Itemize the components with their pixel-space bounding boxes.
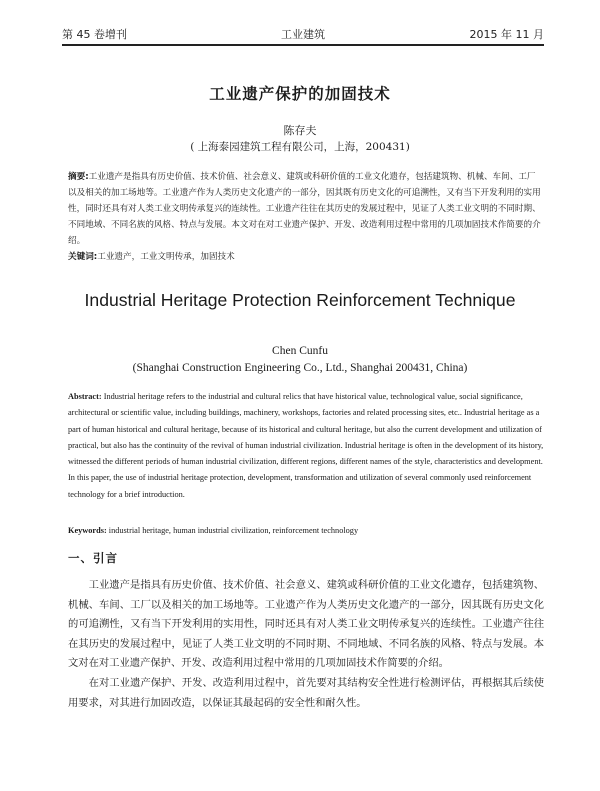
header-date: 2015 年 11 月 (469, 28, 544, 41)
keywords-text-chinese: 工业遗产，工业文明传承，加固技术 (97, 252, 235, 262)
body-paragraph: 在对工业遗产保护、开发、改造利用过程中，首先要对其结构安全性进行检测评估，再根据其后续使用要求，对其进行加固改造，以保证其最起码的安全性和耐久性。 (68, 677, 544, 709)
keywords-chinese (68, 250, 544, 264)
author-chinese: 陈存夫 (283, 124, 317, 137)
keywords-label-english: Keywords: (68, 526, 107, 535)
keywords-english (68, 524, 544, 538)
title-chinese: 工业遗产保护的加固技术 (209, 85, 391, 103)
header-rule (62, 44, 544, 46)
keywords-text-english: industrial heritage, human industrial civilization, reinforcement technology (108, 526, 359, 535)
affiliation-chinese: ( 上海泰园建筑工程有限公司，上海，200431) (190, 141, 410, 153)
abstract-chinese (68, 169, 544, 249)
body-paragraph: 工业遗产是指具有历史价值、技术价值、社会意义、建筑或科研价值的工业文化遗存，包括建筑物、机械、车间、工厂以及相关的加工场地等。工业遗产作为人类历史文化遗产的一部分，因其既有历史文化的可追溯性，又有当下开发利用的实用性，同时还具有对人类工业文明传承复兴的连续性。工业遗产往往在其历史的发展过程中，见证了人类工业文明的不同时期、不同地域、不同名族的风格、特点与发展。本文对在对工业遗产保护、开发、改造利用过程中常用的几项加固技术作简要的介绍。 (68, 579, 544, 670)
title-english: Industrial Heritage Protection Reinforcement Technique (84, 290, 516, 310)
author-english: Chen Cunfu (272, 345, 328, 357)
abstract-text-chinese: 工业遗产是指具有历史价值、技术价值、社会意义、建筑或科研价值的工业文化遗存，包括建筑物、机械、车间、工厂以及相关的加工场地等。工业遗产作为人类历史文化遗产的一部分，因其既有历史文化的可追溯性，又有当下开发利用的实用性，同时还具有对人类工业文明传承复兴的连续性。工业遗产往往在其历史的发展过程中，见证了人类工业文明的不同时期、不同地域、不同名族的风格、特点与发展。本文对在对工业遗产保护、开发、改造利用过程中常用的几项加固技术作简要的介绍。 (68, 172, 541, 246)
abstract-text-english: Industrial heritage refers to the industrial and cultural relics that have historical value, technological value, social significance, architectural or scientific value, including buildings, machinery, workshops, factories and related processing sites, etc.. Industrial heritage as a part of human historical and cultural heritage, because of its historical and cultural heritage, but also the current development and utilization of practical, but also has the continuity of the revival of human industrial civilization. Industrial heritage is often in the development of its history, witnessed the different periods of human industrial civilization, different regions, different names of the style, characteristics and development. In this paper, the use of industrial heritage protection, development, transformation and utilization of several commonly used reinforcement technology for a brief introduction. (68, 392, 544, 499)
header-journal: 工业建筑 (281, 28, 325, 41)
keywords-label-chinese: 关键词: (68, 252, 98, 262)
header-volume: 第 45 卷增刊 (62, 28, 127, 41)
section-heading-introduction: 一、引言 (68, 551, 118, 565)
abstract-label-english: Abstract: (68, 392, 102, 401)
abstract-english (68, 389, 544, 503)
abstract-label-chinese: 摘要: (68, 172, 89, 182)
affiliation-english: (Shanghai Construction Engineering Co., Ltd., Shanghai 200431, China) (132, 362, 468, 374)
running-header (62, 26, 544, 44)
